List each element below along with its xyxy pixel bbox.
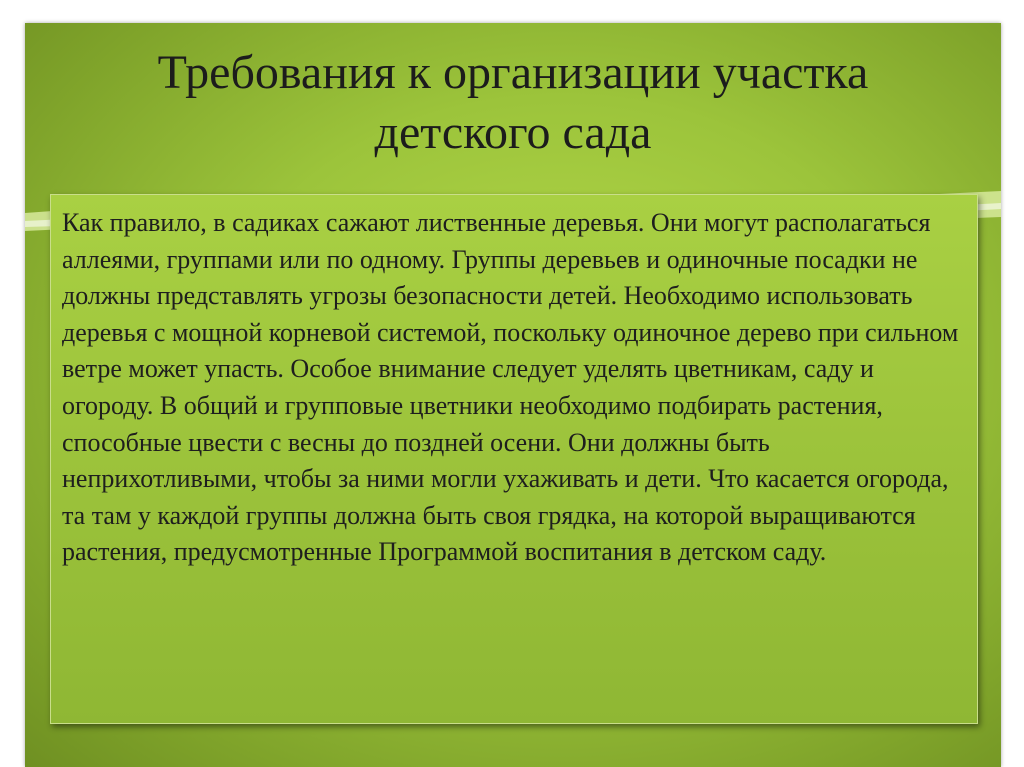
content-text: Как правило, в садиках сажают лиственные деревья. Они могут располагаться аллеями, группами или по одному. Группы деревьев и одиночные посадки не должны представлять угрозы безопасности детей. Необходимо использовать деревья с мощной корневой системой, поскольку одиночное дерево при сильном ветре может упасть. Особое внимание следует уделять цветникам, саду и огороду. В общий и групповые цветники необходимо подбирать растения, способные цвести с весны до поздней осени. Они должны быть неприхотливыми, чтобы за ними могли ухаживать и дети. Что касается огорода, та там у каждой группы должна быть своя грядка, на которой выращиваются растения, предусмотренные Программой воспитания в детском саду. <box>62 208 959 567</box>
slide-title-text: Требования к организации участка детского сада <box>157 46 869 159</box>
content-box <box>50 194 978 724</box>
slide-title <box>25 28 1001 178</box>
